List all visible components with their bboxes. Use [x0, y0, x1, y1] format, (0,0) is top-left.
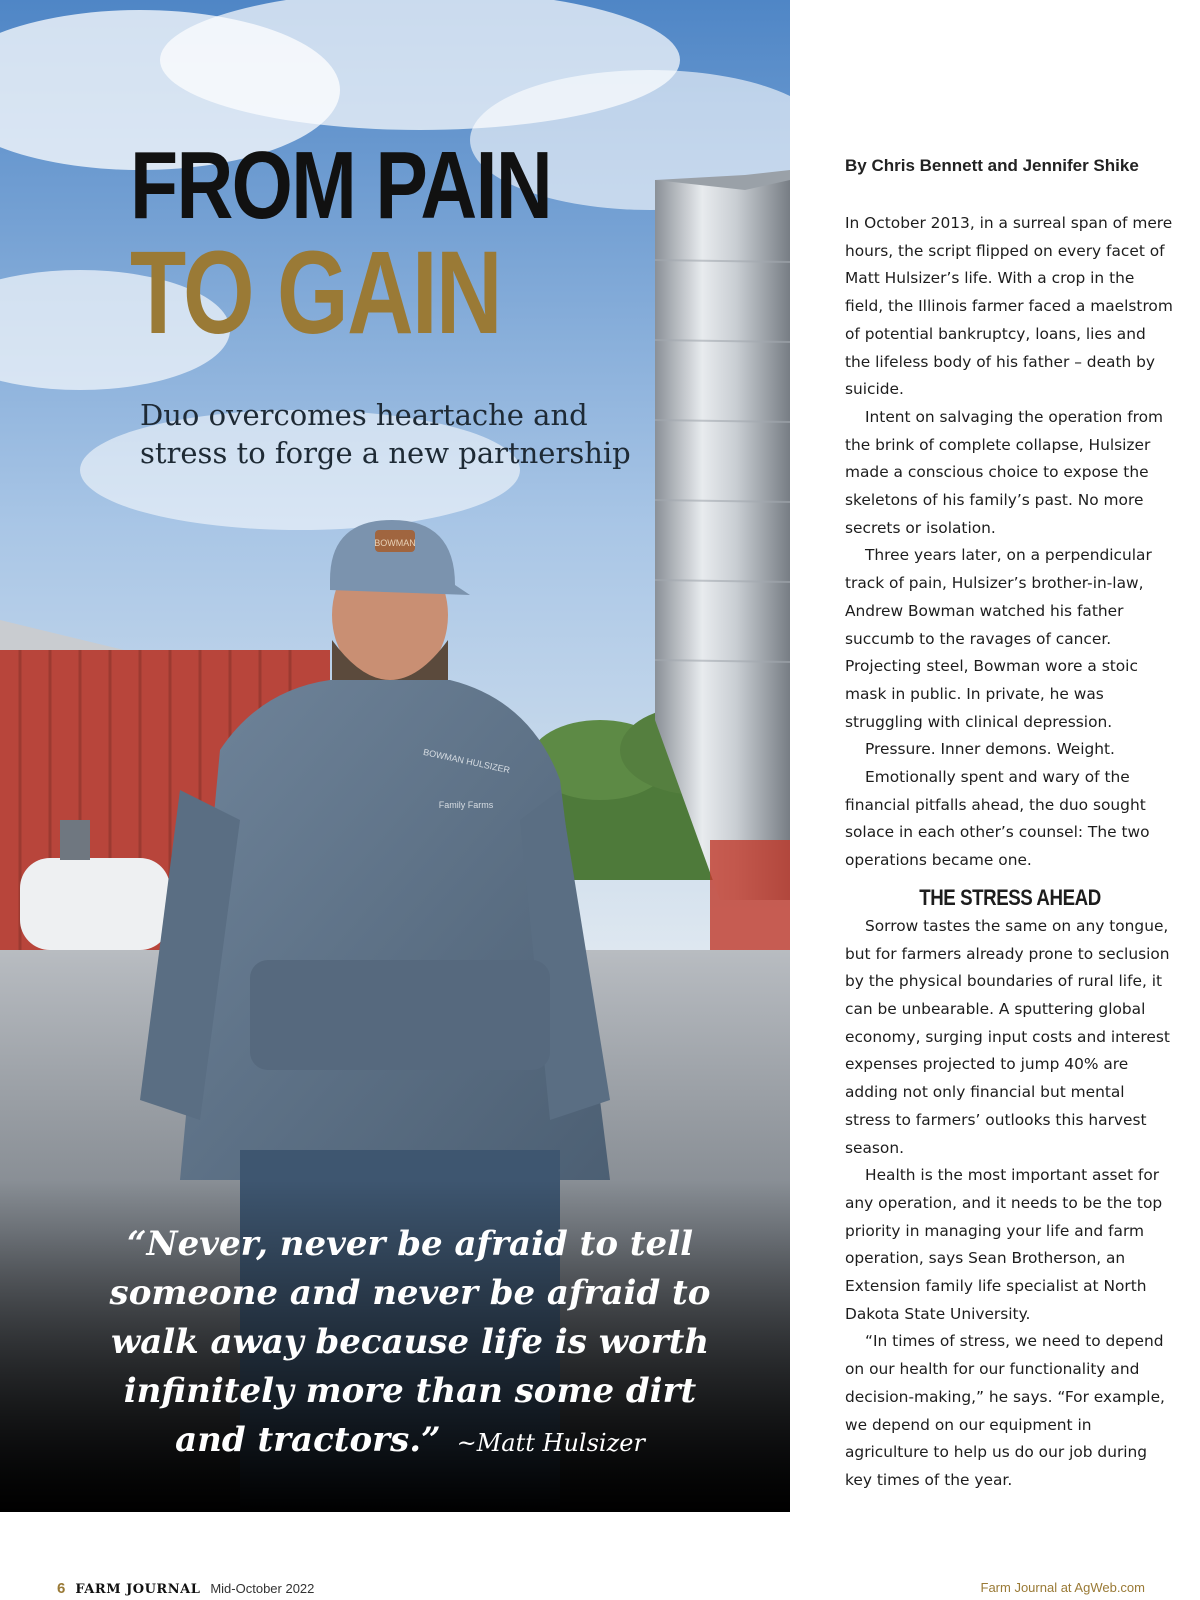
paragraph-3: Three years later, on a perpendicular track of pain, Hulsizer’s brother-in-law, Andrew Bowman watched his father succumb to the ravages of cancer. Projecting steel, Bowman wore a stoic mask in public. In private, he was struggling with clinical depression.: [845, 546, 1152, 731]
headline-line-2: TO GAIN: [130, 227, 501, 360]
article-body: [845, 210, 1175, 1495]
quote-line-4: infinitely more than some dirt: [123, 1371, 697, 1411]
hoodie-text-2: Family Farms: [438, 800, 494, 810]
magazine-name: FARM JOURNAL: [75, 1582, 201, 1597]
paragraph-5: Emotionally spent and wary of the financial pitfalls ahead, the duo sought solace in each other’s counsel: The two operations became one.: [845, 768, 1150, 870]
footer-left: [57, 1580, 314, 1597]
deck-line-2: stress to forge a new partnership: [140, 436, 631, 470]
quote-line-5-text: and tractors.”: [175, 1420, 441, 1460]
issue-date: Mid-October 2022: [210, 1581, 315, 1596]
page-footer: [0, 1580, 1200, 1600]
subhead: THE STRESS AHEAD: [919, 884, 1101, 910]
hat-patch-text: BOWMAN: [374, 538, 416, 548]
paragraph-2: Intent on salvaging the operation from the brink of complete collapse, Hulsizer made a conscious choice to expose the skeletons of his family’s past. No more secrets or isolation.: [845, 407, 1164, 537]
footer-site: Farm Journal at AgWeb.com: [980, 1580, 1145, 1595]
paragraph-1: In October 2013, in a surreal span of mere hours, the script flipped on every facet of Matt Hulsizer’s life. With a crop in the field, the Illinois farmer faced a maelstrom of potential bankruptcy, loans, lies and the lifeless body of his father – death by suicide.: [845, 214, 1173, 399]
quote-line-5: [60, 1416, 760, 1468]
paragraph-7: Health is the most important asset for any operation, and it needs to be the top priority in managing your life and farm operation, says Sean Brotherson, an Extension family life specialist at North Dakota State University.: [845, 1166, 1163, 1323]
headline-line-1: FROM PAIN: [130, 132, 552, 239]
hoodie-text-1: BOWMAN HULSIZER: [422, 746, 511, 776]
paragraph-6: Sorrow tastes the same on any tongue, but for farmers already prone to seclusion by the physical boundaries of rural life, it can be unbearable. A sputtering global economy, surging input costs and interest expenses projected to jump 40% are adding not only financial but mental stress to farmers’ outlooks this harvest season.: [845, 916, 1170, 1157]
byline: By Chris Bennett and Jennifer Shike: [845, 156, 1139, 175]
quote-attribution: ~Matt Hulsizer: [456, 1429, 645, 1457]
paragraph-8: “In times of stress, we need to depend on our health for our functionality and decision-making,” he says. “For example, we depend on our equipment in agriculture to help us do our job during key times of the year.: [845, 1332, 1165, 1489]
paragraph-4: Pressure. Inner demons. Weight.: [865, 740, 1115, 759]
quote-line-2: someone and never be afraid to: [109, 1273, 711, 1313]
quote-line-1: “Never, never be afraid to tell: [126, 1224, 693, 1264]
pull-quote: [60, 1220, 760, 1468]
deck-line-1: Duo overcomes heartache and: [140, 398, 588, 432]
quote-line-3: walk away because life is worth: [110, 1322, 710, 1362]
page-number: 6: [57, 1580, 66, 1597]
